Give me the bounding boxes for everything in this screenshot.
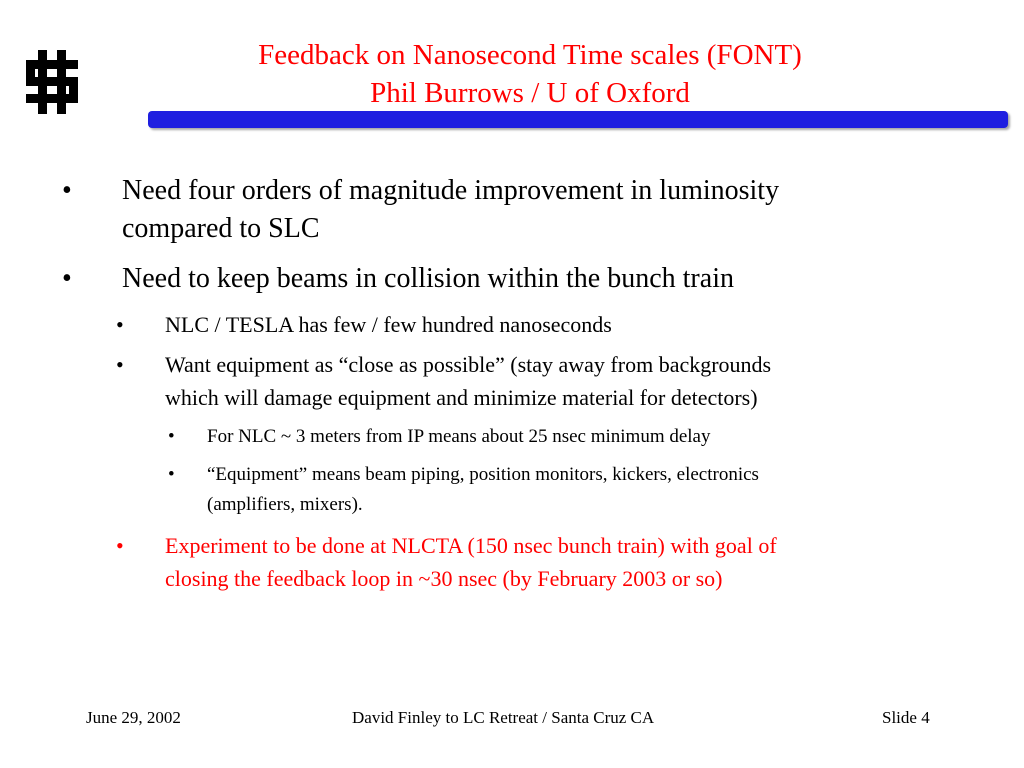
bullet-text (165, 348, 771, 414)
bullet-text-line: For NLC ~ 3 meters from IP means about 25 nsec minimum delay (207, 426, 711, 447)
bullet-icon: • (168, 464, 175, 485)
bullet-text-line: Experiment to be done at NLCTA (150 nsec bunch train) with goal of (165, 533, 777, 558)
bullet-text (165, 529, 777, 595)
bullet-icon: • (116, 352, 124, 377)
bullet-text (207, 460, 759, 520)
bullet-text-line: NLC / TESLA has few / few hundred nanoseconds (165, 312, 612, 337)
footer-slide-number: Slide 4 (882, 708, 930, 727)
footer-presenter: David Finley to LC Retreat / Santa Cruz CA (352, 708, 655, 727)
bullet-text-line: Need four orders of magnitude improvement in luminosity (122, 175, 780, 206)
bullet-text (207, 422, 711, 452)
bullet-text-line: Need to keep beams in collision within the bunch train (122, 263, 734, 294)
bullet-text-line: “Equipment” means beam piping, position monitors, kickers, electronics (207, 464, 759, 485)
bullet-text-line: which will damage equipment and minimize material for detectors) (165, 385, 758, 410)
bullet-text (122, 172, 779, 248)
bullet-icon: • (116, 312, 124, 337)
slide-title: Feedback on Nanosecond Time scales (FONT) (258, 39, 802, 71)
bullet-text (165, 308, 612, 341)
bullet-text-line: compared to SLC (122, 213, 320, 244)
bullet-text (122, 260, 734, 298)
bullet-text-line: closing the feedback loop in ~30 nsec (by February 2003 or so) (165, 566, 723, 591)
bullet-icon: • (62, 263, 72, 294)
bullet-icon: • (116, 533, 124, 558)
bullet-icon: • (168, 426, 175, 447)
slide-subtitle: Phil Burrows / U of Oxford (370, 77, 690, 109)
bullet-text-line: Want equipment as “close as possible” (stay away from backgrounds (165, 352, 772, 377)
bullet-icon: • (62, 175, 72, 206)
bullet-text-line: (amplifiers, mixers). (207, 494, 363, 515)
footer-date: June 29, 2002 (86, 708, 181, 727)
